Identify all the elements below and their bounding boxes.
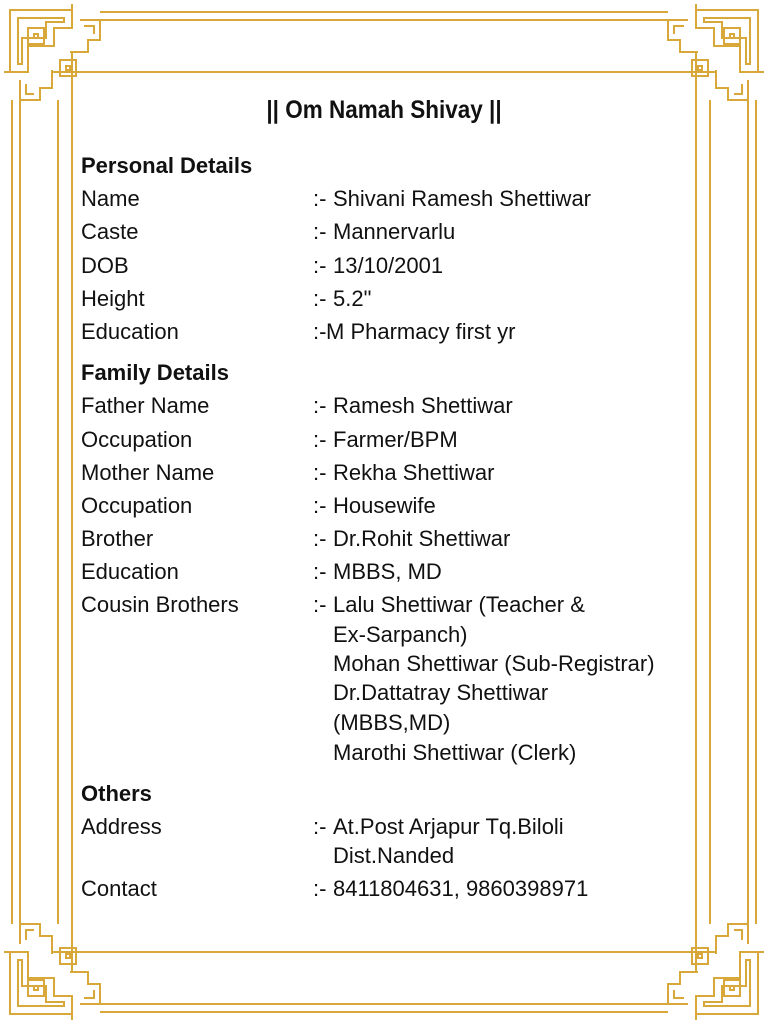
row-separator: :- bbox=[313, 286, 327, 311]
row-separator: :- bbox=[313, 559, 327, 584]
row-value: Dr.Rohit Shettiwar bbox=[333, 526, 511, 551]
section-heading-personal: Personal Details bbox=[81, 153, 253, 178]
row-separator: :- bbox=[313, 460, 327, 485]
row-label: Education bbox=[81, 559, 179, 584]
row-value: Rekha Shettiwar bbox=[333, 460, 495, 485]
row-value: 8411804631, 9860398971 bbox=[333, 876, 589, 901]
row-separator: :- bbox=[313, 526, 327, 551]
row-value: Lalu Shettiwar (Teacher & bbox=[333, 592, 585, 617]
row-separator: :- bbox=[313, 319, 327, 344]
section-heading-others: Others bbox=[81, 781, 152, 806]
row-value: Farmer/BPM bbox=[333, 427, 458, 452]
row-separator: :- bbox=[313, 393, 327, 418]
row-separator: :- bbox=[313, 219, 327, 244]
row-label: Cousin Brothers bbox=[81, 592, 239, 617]
row-value: At.Post Arjapur Tq.Biloli bbox=[333, 814, 564, 839]
row-label: Mother Name bbox=[81, 460, 215, 485]
row-label: Brother bbox=[81, 526, 154, 551]
row-label: Occupation bbox=[81, 493, 193, 518]
row-label: Father Name bbox=[81, 393, 210, 418]
row-value: 13/10/2001 bbox=[333, 253, 444, 278]
row-value: MBBS, MD bbox=[333, 559, 442, 584]
cousin-line: (MBBS,MD) bbox=[333, 710, 451, 735]
cousin-line: Ex-Sarpanch) bbox=[333, 622, 468, 647]
cousin-line: Marothi Shettiwar (Clerk) bbox=[333, 740, 577, 765]
row-value: 5.2" bbox=[333, 286, 372, 311]
row-label: Address bbox=[81, 814, 162, 839]
address-line-2: Dist.Nanded bbox=[333, 843, 455, 868]
row-value: Ramesh Shettiwar bbox=[333, 393, 513, 418]
section-heading-family: Family Details bbox=[81, 360, 229, 385]
row-label: Height bbox=[81, 286, 145, 311]
row-value: M Pharmacy first yr bbox=[326, 319, 516, 344]
row-separator: :- bbox=[313, 814, 327, 839]
row-value: Housewife bbox=[333, 493, 436, 518]
row-separator: :- bbox=[313, 186, 327, 211]
row-separator: :- bbox=[313, 427, 327, 452]
cousin-line: Mohan Shettiwar (Sub-Registrar) bbox=[333, 651, 655, 676]
row-separator: :- bbox=[313, 592, 327, 617]
row-label: Name bbox=[81, 186, 140, 211]
row-value: Mannervarlu bbox=[333, 219, 456, 244]
row-label: Occupation bbox=[81, 427, 193, 452]
row-separator: :- bbox=[313, 253, 327, 278]
page-title: || Om Namah Shivay || bbox=[266, 96, 502, 124]
cousin-line: Dr.Dattatray Shettiwar bbox=[333, 680, 549, 705]
row-separator: :- bbox=[313, 493, 327, 518]
row-label: Education bbox=[81, 319, 179, 344]
row-label: Caste bbox=[81, 219, 139, 244]
row-value: Shivani Ramesh Shettiwar bbox=[333, 186, 592, 211]
row-label: Contact bbox=[81, 876, 157, 901]
row-label: DOB bbox=[81, 253, 129, 278]
row-separator: :- bbox=[313, 876, 327, 901]
